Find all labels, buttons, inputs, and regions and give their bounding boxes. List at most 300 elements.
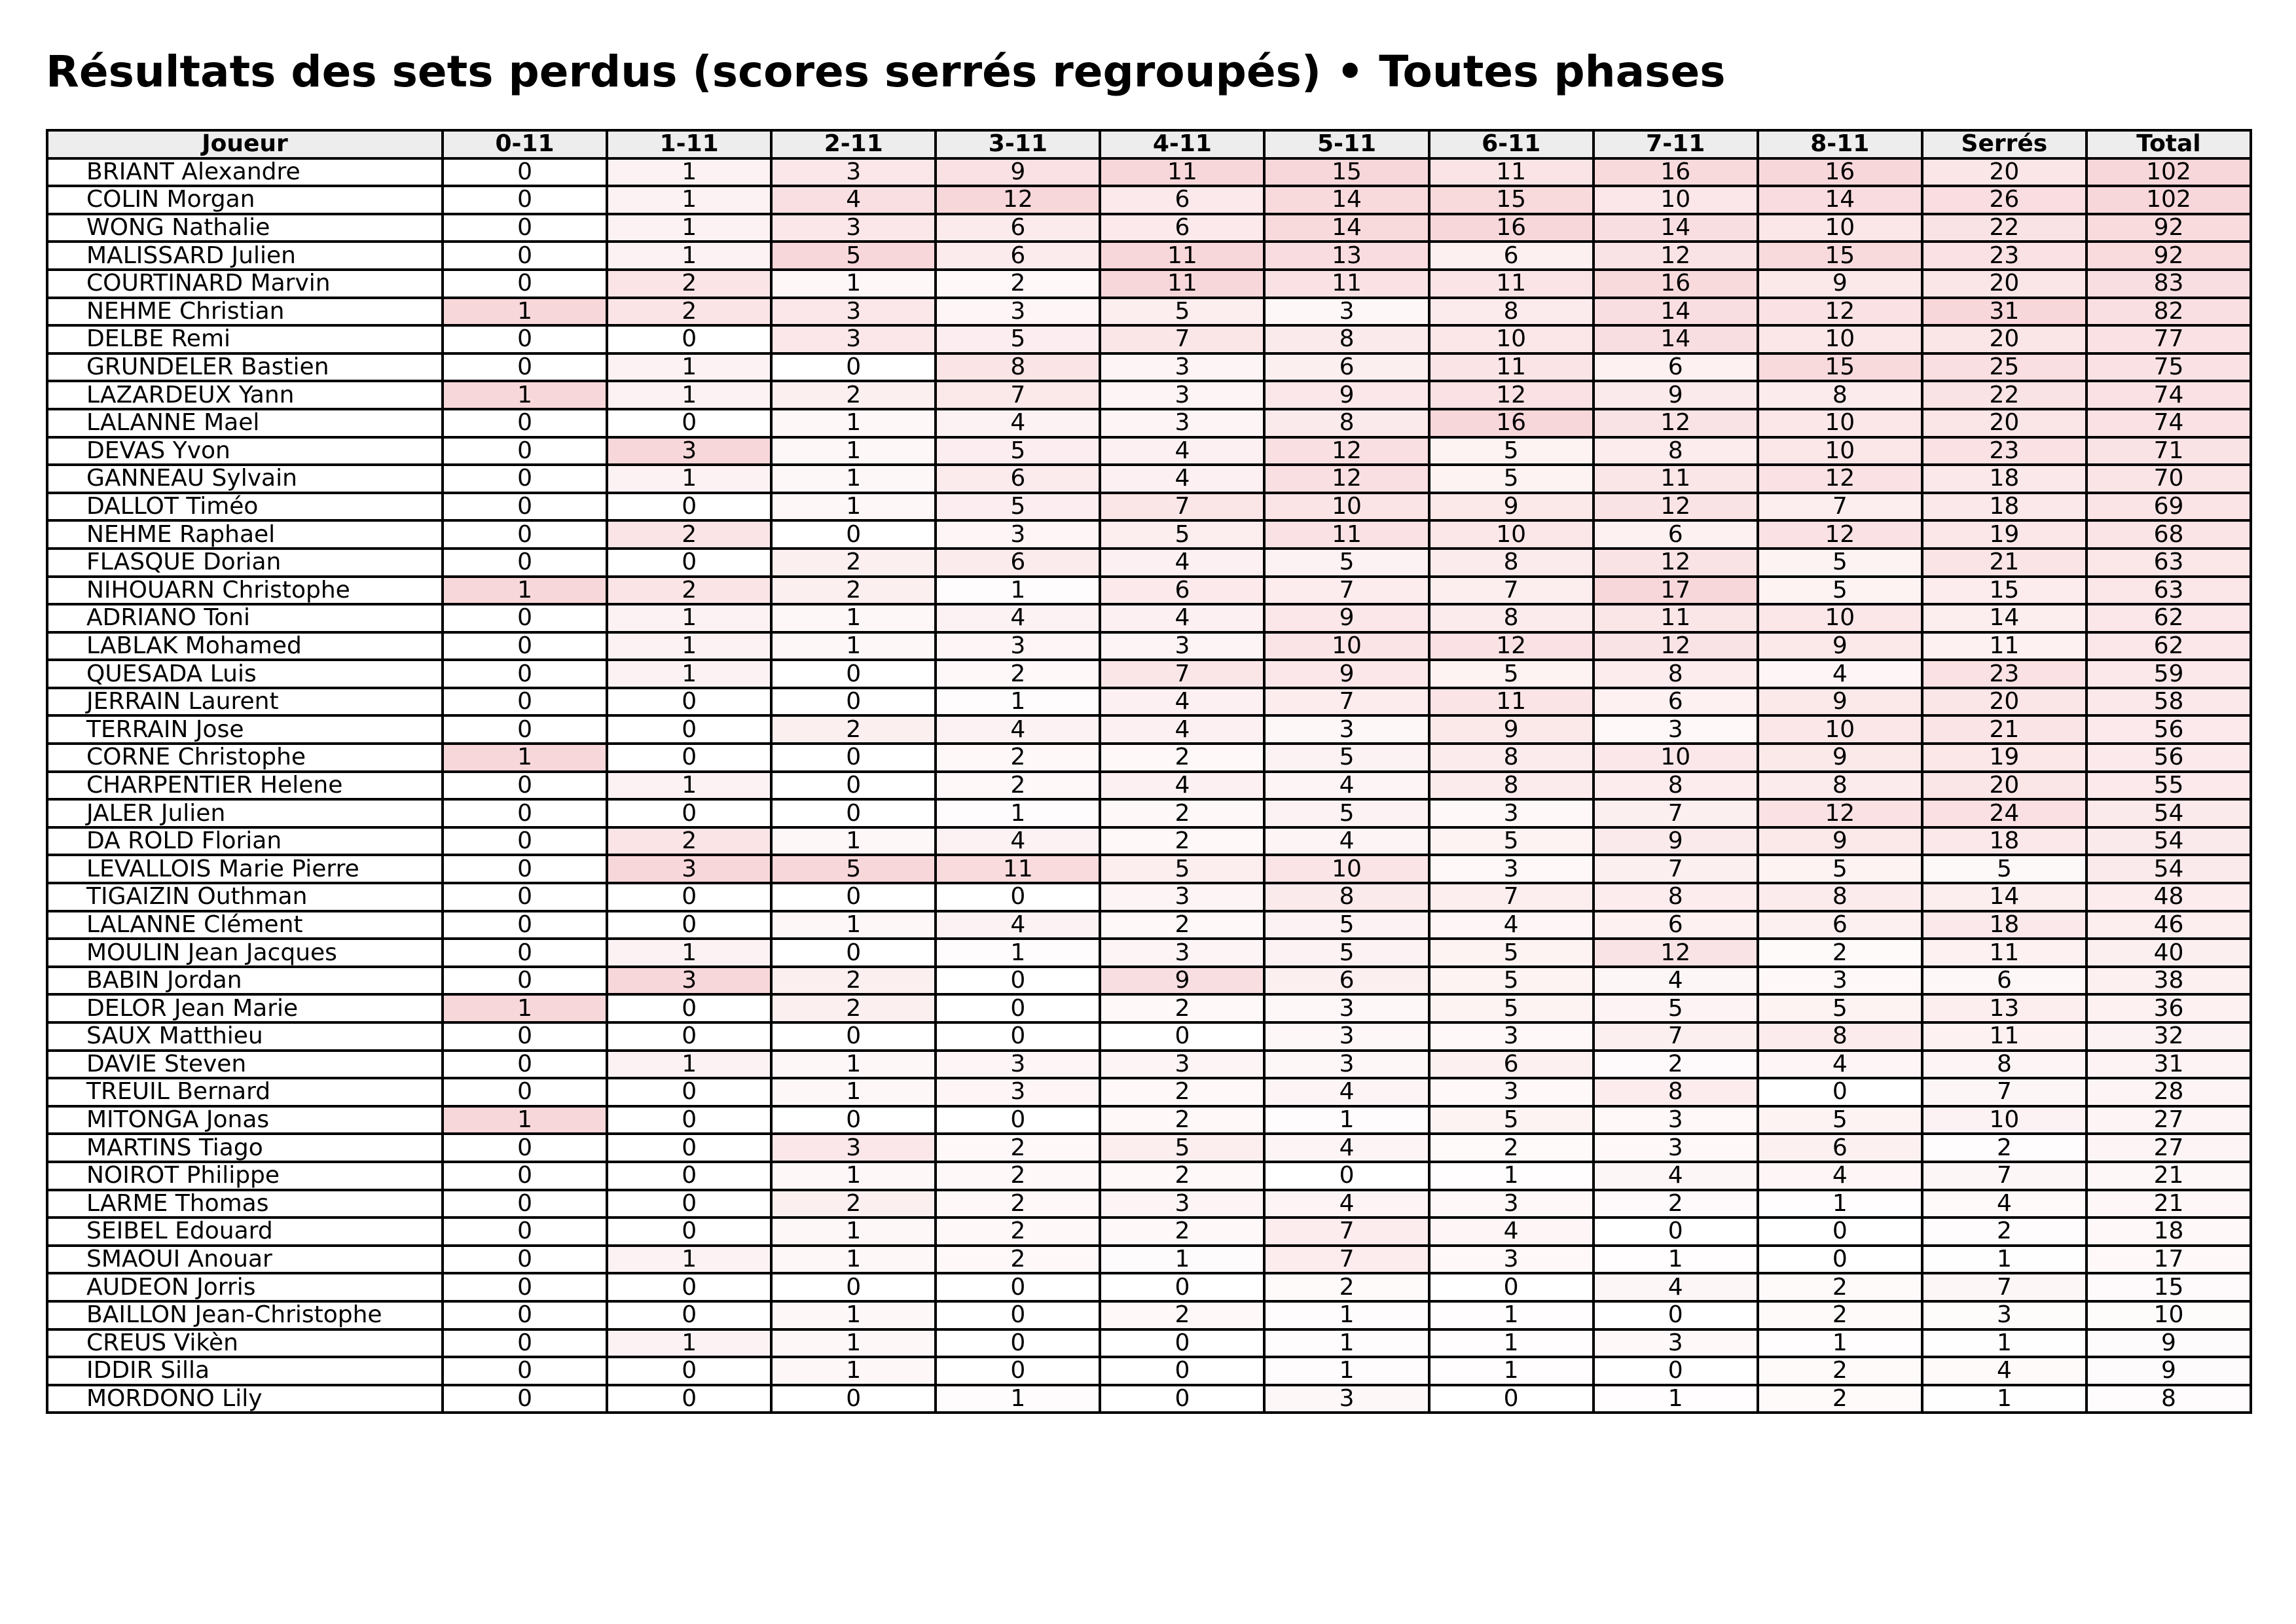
score-cell: 5 bbox=[1264, 549, 1429, 577]
score-cell: 1 bbox=[1264, 1301, 1429, 1329]
score-cell: 15 bbox=[1429, 186, 1594, 214]
score-cell: 10 bbox=[1429, 520, 1594, 549]
score-cell: 10 bbox=[1758, 214, 1922, 242]
table-row bbox=[47, 772, 2251, 800]
score-cell: 3 bbox=[771, 298, 936, 326]
score-cell: 1 bbox=[771, 1218, 936, 1246]
score-cell: 5 bbox=[1100, 1134, 1264, 1162]
score-cell: 0 bbox=[443, 409, 607, 437]
table-row bbox=[47, 827, 2251, 856]
score-cell: 6 bbox=[1429, 242, 1594, 270]
table-row bbox=[47, 715, 2251, 744]
score-cell: 0 bbox=[607, 1357, 771, 1385]
score-cell: 4 bbox=[1100, 465, 1264, 493]
score-cell: 1 bbox=[771, 911, 936, 939]
table-header bbox=[47, 130, 2251, 158]
score-cell: 2 bbox=[1758, 1273, 1922, 1301]
player-name-cell: MARTINS Tiago bbox=[47, 1134, 443, 1162]
score-cell: 10 bbox=[1758, 325, 1922, 353]
score-cell: 16 bbox=[1594, 270, 1758, 298]
score-cell: 12 bbox=[1758, 520, 1922, 549]
score-cell: 22 bbox=[1922, 381, 2086, 409]
score-cell: 75 bbox=[2086, 353, 2251, 382]
score-cell: 10 bbox=[1758, 715, 1922, 744]
score-cell: 4 bbox=[1922, 1190, 2086, 1218]
score-cell: 6 bbox=[1264, 967, 1429, 995]
score-cell: 0 bbox=[1594, 1357, 1758, 1385]
score-cell: 9 bbox=[2086, 1357, 2251, 1385]
score-cell: 3 bbox=[1100, 1190, 1264, 1218]
table-row bbox=[47, 1190, 2251, 1218]
score-cell: 3 bbox=[1594, 1106, 1758, 1134]
table-row bbox=[47, 799, 2251, 827]
score-cell: 0 bbox=[443, 1246, 607, 1274]
score-cell: 3 bbox=[1264, 994, 1429, 1022]
score-cell: 6 bbox=[1758, 1134, 1922, 1162]
score-cell: 12 bbox=[1594, 632, 1758, 660]
score-cell: 8 bbox=[1594, 883, 1758, 911]
score-cell: 12 bbox=[1594, 242, 1758, 270]
score-cell: 9 bbox=[936, 158, 1100, 187]
table-row bbox=[47, 1301, 2251, 1329]
player-name-cell: CHARPENTIER Helene bbox=[47, 772, 443, 800]
score-cell: 9 bbox=[1594, 381, 1758, 409]
score-cell: 11 bbox=[1264, 270, 1429, 298]
score-cell: 0 bbox=[936, 1106, 1100, 1134]
column-header: Serrés bbox=[1922, 130, 2086, 158]
score-cell: 8 bbox=[1429, 549, 1594, 577]
score-cell: 0 bbox=[443, 1329, 607, 1358]
score-cell: 102 bbox=[2086, 186, 2251, 214]
score-cell: 3 bbox=[936, 1051, 1100, 1079]
score-cell: 5 bbox=[1100, 855, 1264, 883]
score-cell: 0 bbox=[443, 214, 607, 242]
score-cell: 4 bbox=[1100, 772, 1264, 800]
score-cell: 23 bbox=[1922, 437, 2086, 465]
score-cell: 2 bbox=[1758, 1301, 1922, 1329]
score-cell: 7 bbox=[1758, 493, 1922, 521]
score-cell: 15 bbox=[1758, 242, 1922, 270]
score-cell: 32 bbox=[2086, 1022, 2251, 1051]
score-cell: 10 bbox=[1594, 744, 1758, 772]
score-cell: 0 bbox=[1429, 1273, 1594, 1301]
score-cell: 1 bbox=[771, 1162, 936, 1190]
score-cell: 3 bbox=[1100, 883, 1264, 911]
table-row bbox=[47, 577, 2251, 605]
score-cell: 6 bbox=[1429, 1051, 1594, 1079]
score-cell: 5 bbox=[1758, 994, 1922, 1022]
score-cell: 5 bbox=[1429, 827, 1594, 856]
score-cell: 0 bbox=[443, 1385, 607, 1413]
table-body bbox=[47, 158, 2251, 1413]
score-cell: 5 bbox=[1100, 520, 1264, 549]
score-cell: 10 bbox=[1758, 604, 1922, 632]
score-cell: 0 bbox=[607, 409, 771, 437]
score-cell: 0 bbox=[936, 1273, 1100, 1301]
score-cell: 0 bbox=[607, 1218, 771, 1246]
score-cell: 0 bbox=[771, 799, 936, 827]
score-cell: 4 bbox=[936, 827, 1100, 856]
score-cell: 11 bbox=[1429, 158, 1594, 187]
table-row bbox=[47, 967, 2251, 995]
score-cell: 3 bbox=[771, 158, 936, 187]
score-cell: 9 bbox=[1758, 688, 1922, 716]
score-cell: 0 bbox=[607, 1273, 771, 1301]
score-cell: 5 bbox=[1922, 855, 2086, 883]
score-cell: 0 bbox=[1594, 1218, 1758, 1246]
player-name-cell: MOULIN Jean Jacques bbox=[47, 939, 443, 967]
player-name-cell: BABIN Jordan bbox=[47, 967, 443, 995]
score-cell: 10 bbox=[1264, 855, 1429, 883]
score-cell: 1 bbox=[607, 381, 771, 409]
score-cell: 1 bbox=[771, 632, 936, 660]
table-row bbox=[47, 911, 2251, 939]
score-cell: 9 bbox=[1429, 715, 1594, 744]
score-cell: 5 bbox=[1758, 577, 1922, 605]
score-cell: 2 bbox=[771, 381, 936, 409]
score-cell: 1 bbox=[1429, 1357, 1594, 1385]
score-cell: 3 bbox=[1100, 1051, 1264, 1079]
score-cell: 1 bbox=[771, 437, 936, 465]
score-cell: 25 bbox=[1922, 353, 2086, 382]
score-cell: 11 bbox=[936, 855, 1100, 883]
player-name-cell: GANNEAU Sylvain bbox=[47, 465, 443, 493]
score-cell: 31 bbox=[1922, 298, 2086, 326]
score-cell: 10 bbox=[1429, 325, 1594, 353]
score-cell: 18 bbox=[1922, 827, 2086, 856]
score-cell: 6 bbox=[936, 549, 1100, 577]
score-cell: 7 bbox=[1594, 1022, 1758, 1051]
table-row bbox=[47, 1273, 2251, 1301]
score-cell: 0 bbox=[443, 688, 607, 716]
score-cell: 2 bbox=[1100, 1162, 1264, 1190]
score-cell: 8 bbox=[1429, 744, 1594, 772]
score-cell: 5 bbox=[1264, 744, 1429, 772]
player-name-cell: LABLAK Mohamed bbox=[47, 632, 443, 660]
score-cell: 2 bbox=[1758, 1385, 1922, 1413]
score-cell: 1 bbox=[443, 381, 607, 409]
score-cell: 2 bbox=[607, 270, 771, 298]
score-cell: 5 bbox=[1594, 994, 1758, 1022]
score-cell: 4 bbox=[1429, 911, 1594, 939]
score-cell: 16 bbox=[1429, 409, 1594, 437]
score-cell: 0 bbox=[607, 799, 771, 827]
score-cell: 6 bbox=[1100, 186, 1264, 214]
score-cell: 18 bbox=[1922, 465, 2086, 493]
score-cell: 2 bbox=[771, 577, 936, 605]
score-cell: 9 bbox=[1758, 632, 1922, 660]
score-cell: 11 bbox=[1429, 270, 1594, 298]
score-cell: 0 bbox=[607, 1022, 771, 1051]
score-cell: 3 bbox=[1100, 409, 1264, 437]
score-cell: 0 bbox=[771, 744, 936, 772]
score-cell: 0 bbox=[936, 1329, 1100, 1358]
score-cell: 4 bbox=[1264, 1134, 1429, 1162]
player-name-cell: CORNE Christophe bbox=[47, 744, 443, 772]
score-cell: 12 bbox=[1429, 381, 1594, 409]
score-cell: 4 bbox=[936, 911, 1100, 939]
score-cell: 5 bbox=[1264, 799, 1429, 827]
score-cell: 8 bbox=[1594, 660, 1758, 688]
score-cell: 20 bbox=[1922, 409, 2086, 437]
score-cell: 1 bbox=[607, 465, 771, 493]
score-cell: 0 bbox=[443, 465, 607, 493]
score-cell: 4 bbox=[936, 604, 1100, 632]
score-cell: 2 bbox=[1922, 1218, 2086, 1246]
score-cell: 5 bbox=[1429, 1106, 1594, 1134]
score-cell: 71 bbox=[2086, 437, 2251, 465]
score-cell: 8 bbox=[1264, 325, 1429, 353]
table-row bbox=[47, 1385, 2251, 1413]
score-cell: 0 bbox=[771, 660, 936, 688]
score-cell: 15 bbox=[1264, 158, 1429, 187]
score-cell: 0 bbox=[771, 520, 936, 549]
score-cell: 1 bbox=[936, 1385, 1100, 1413]
score-cell: 3 bbox=[607, 437, 771, 465]
score-cell: 5 bbox=[1758, 1106, 1922, 1134]
score-cell: 6 bbox=[1594, 911, 1758, 939]
score-cell: 6 bbox=[1594, 520, 1758, 549]
score-cell: 9 bbox=[1594, 827, 1758, 856]
player-name-cell: TREUIL Bernard bbox=[47, 1078, 443, 1106]
score-cell: 18 bbox=[1922, 493, 2086, 521]
score-cell: 0 bbox=[443, 772, 607, 800]
player-name-cell: CREUS Vikèn bbox=[47, 1329, 443, 1358]
score-cell: 14 bbox=[1594, 325, 1758, 353]
score-cell: 62 bbox=[2086, 604, 2251, 632]
score-cell: 2 bbox=[1100, 1301, 1264, 1329]
score-cell: 11 bbox=[1100, 242, 1264, 270]
score-cell: 3 bbox=[1594, 1134, 1758, 1162]
column-header: 8-11 bbox=[1758, 130, 1922, 158]
score-cell: 4 bbox=[1758, 1162, 1922, 1190]
score-cell: 63 bbox=[2086, 549, 2251, 577]
score-cell: 2 bbox=[936, 660, 1100, 688]
score-cell: 1 bbox=[1922, 1246, 2086, 1274]
column-header: 4-11 bbox=[1100, 130, 1264, 158]
score-cell: 5 bbox=[936, 493, 1100, 521]
score-cell: 20 bbox=[1922, 772, 2086, 800]
score-cell: 2 bbox=[1100, 994, 1264, 1022]
score-cell: 68 bbox=[2086, 520, 2251, 549]
score-cell: 0 bbox=[771, 939, 936, 967]
score-cell: 7 bbox=[1922, 1078, 2086, 1106]
score-cell: 11 bbox=[1264, 520, 1429, 549]
score-cell: 0 bbox=[936, 1301, 1100, 1329]
score-cell: 5 bbox=[1264, 939, 1429, 967]
score-cell: 0 bbox=[771, 883, 936, 911]
score-cell: 5 bbox=[771, 242, 936, 270]
table-row bbox=[47, 493, 2251, 521]
score-cell: 0 bbox=[443, 1301, 607, 1329]
score-cell: 20 bbox=[1922, 688, 2086, 716]
score-cell: 3 bbox=[1429, 1022, 1594, 1051]
score-cell: 11 bbox=[1922, 939, 2086, 967]
score-cell: 0 bbox=[936, 967, 1100, 995]
score-cell: 5 bbox=[1758, 855, 1922, 883]
score-cell: 0 bbox=[443, 1134, 607, 1162]
column-header: 7-11 bbox=[1594, 130, 1758, 158]
table-row bbox=[47, 1051, 2251, 1079]
score-cell: 8 bbox=[1429, 298, 1594, 326]
score-cell: 8 bbox=[1429, 772, 1594, 800]
score-cell: 3 bbox=[1429, 1246, 1594, 1274]
score-cell: 12 bbox=[1594, 939, 1758, 967]
score-cell: 58 bbox=[2086, 688, 2251, 716]
score-cell: 3 bbox=[1264, 298, 1429, 326]
table-row bbox=[47, 660, 2251, 688]
score-cell: 4 bbox=[1100, 437, 1264, 465]
score-cell: 1 bbox=[936, 799, 1100, 827]
player-name-cell: LALANNE Mael bbox=[47, 409, 443, 437]
score-cell: 11 bbox=[1922, 1022, 2086, 1051]
player-name-cell: COURTINARD Marvin bbox=[47, 270, 443, 298]
score-cell: 0 bbox=[443, 1190, 607, 1218]
score-cell: 5 bbox=[936, 325, 1100, 353]
score-cell: 4 bbox=[1922, 1357, 2086, 1385]
score-cell: 19 bbox=[1922, 520, 2086, 549]
score-cell: 1 bbox=[771, 270, 936, 298]
score-cell: 0 bbox=[443, 1162, 607, 1190]
score-cell: 0 bbox=[607, 1162, 771, 1190]
score-cell: 1 bbox=[1429, 1301, 1594, 1329]
score-cell: 0 bbox=[443, 660, 607, 688]
score-cell: 4 bbox=[1100, 549, 1264, 577]
results-table bbox=[46, 129, 2252, 1414]
score-cell: 0 bbox=[936, 1022, 1100, 1051]
score-cell: 5 bbox=[1429, 994, 1594, 1022]
score-cell: 1 bbox=[771, 1051, 936, 1079]
score-cell: 3 bbox=[771, 1134, 936, 1162]
score-cell: 7 bbox=[1922, 1273, 2086, 1301]
score-cell: 8 bbox=[1594, 772, 1758, 800]
score-cell: 8 bbox=[936, 353, 1100, 382]
score-cell: 3 bbox=[936, 1078, 1100, 1106]
score-cell: 11 bbox=[1100, 158, 1264, 187]
player-name-cell: LEVALLOIS Marie Pierre bbox=[47, 855, 443, 883]
score-cell: 0 bbox=[607, 549, 771, 577]
score-cell: 3 bbox=[1264, 1385, 1429, 1413]
score-cell: 17 bbox=[2086, 1246, 2251, 1274]
score-cell: 12 bbox=[1758, 298, 1922, 326]
score-cell: 0 bbox=[607, 715, 771, 744]
score-cell: 1 bbox=[1264, 1357, 1429, 1385]
score-cell: 0 bbox=[443, 604, 607, 632]
score-cell: 6 bbox=[936, 214, 1100, 242]
score-cell: 6 bbox=[1100, 214, 1264, 242]
score-cell: 0 bbox=[1100, 1329, 1264, 1358]
column-header: Joueur bbox=[47, 130, 443, 158]
score-cell: 2 bbox=[936, 1218, 1100, 1246]
score-cell: 3 bbox=[1100, 381, 1264, 409]
score-cell: 27 bbox=[2086, 1134, 2251, 1162]
page-title: Résultats des sets perdus (scores serrés regroupés) • Toutes phases bbox=[46, 46, 1726, 97]
score-cell: 3 bbox=[1429, 1078, 1594, 1106]
score-cell: 15 bbox=[1758, 353, 1922, 382]
score-cell: 4 bbox=[1264, 1078, 1429, 1106]
player-name-cell: ADRIANO Toni bbox=[47, 604, 443, 632]
score-cell: 3 bbox=[607, 855, 771, 883]
score-cell: 0 bbox=[443, 353, 607, 382]
score-cell: 6 bbox=[1758, 911, 1922, 939]
player-name-cell: LALANNE Clément bbox=[47, 911, 443, 939]
score-cell: 9 bbox=[1264, 381, 1429, 409]
player-name-cell: NIHOUARN Christophe bbox=[47, 577, 443, 605]
score-cell: 28 bbox=[2086, 1078, 2251, 1106]
score-cell: 54 bbox=[2086, 855, 2251, 883]
score-cell: 12 bbox=[1594, 493, 1758, 521]
score-cell: 1 bbox=[607, 660, 771, 688]
score-cell: 63 bbox=[2086, 577, 2251, 605]
score-cell: 0 bbox=[443, 1051, 607, 1079]
score-cell: 7 bbox=[1429, 883, 1594, 911]
player-name-cell: AUDEON Jorris bbox=[47, 1273, 443, 1301]
table-row bbox=[47, 939, 2251, 967]
score-cell: 2 bbox=[1100, 1218, 1264, 1246]
score-cell: 10 bbox=[1594, 186, 1758, 214]
score-cell: 7 bbox=[1100, 325, 1264, 353]
table-row bbox=[47, 270, 2251, 298]
score-cell: 0 bbox=[1758, 1078, 1922, 1106]
table-row bbox=[47, 1106, 2251, 1134]
score-cell: 17 bbox=[1594, 577, 1758, 605]
score-cell: 4 bbox=[1264, 772, 1429, 800]
column-header: 2-11 bbox=[771, 130, 936, 158]
score-cell: 83 bbox=[2086, 270, 2251, 298]
score-cell: 0 bbox=[607, 1134, 771, 1162]
header-row bbox=[47, 130, 2251, 158]
score-cell: 0 bbox=[936, 1357, 1100, 1385]
score-cell: 3 bbox=[1429, 799, 1594, 827]
score-cell: 7 bbox=[1100, 493, 1264, 521]
score-cell: 0 bbox=[771, 772, 936, 800]
score-cell: 12 bbox=[1594, 409, 1758, 437]
score-cell: 12 bbox=[1594, 549, 1758, 577]
score-cell: 9 bbox=[2086, 1329, 2251, 1358]
score-cell: 12 bbox=[936, 186, 1100, 214]
score-cell: 8 bbox=[1264, 409, 1429, 437]
score-cell: 1 bbox=[607, 1246, 771, 1274]
score-cell: 12 bbox=[1758, 465, 1922, 493]
score-cell: 9 bbox=[1429, 493, 1594, 521]
score-cell: 23 bbox=[1922, 660, 2086, 688]
score-cell: 1 bbox=[607, 186, 771, 214]
score-cell: 4 bbox=[936, 409, 1100, 437]
column-header: 3-11 bbox=[936, 130, 1100, 158]
score-cell: 102 bbox=[2086, 158, 2251, 187]
score-cell: 3 bbox=[1429, 1190, 1594, 1218]
player-name-cell: JALER Julien bbox=[47, 799, 443, 827]
score-cell: 0 bbox=[1429, 1385, 1594, 1413]
score-cell: 77 bbox=[2086, 325, 2251, 353]
player-name-cell: JERRAIN Laurent bbox=[47, 688, 443, 716]
score-cell: 16 bbox=[1758, 158, 1922, 187]
score-cell: 27 bbox=[2086, 1106, 2251, 1134]
score-cell: 6 bbox=[1264, 353, 1429, 382]
score-cell: 3 bbox=[1264, 715, 1429, 744]
score-cell: 3 bbox=[1594, 715, 1758, 744]
score-cell: 1 bbox=[607, 772, 771, 800]
table-row bbox=[47, 186, 2251, 214]
score-cell: 3 bbox=[1429, 855, 1594, 883]
score-cell: 1 bbox=[771, 465, 936, 493]
score-cell: 2 bbox=[936, 1134, 1100, 1162]
score-cell: 1 bbox=[1594, 1246, 1758, 1274]
score-cell: 2 bbox=[1100, 1078, 1264, 1106]
score-cell: 5 bbox=[1429, 967, 1594, 995]
column-header: 1-11 bbox=[607, 130, 771, 158]
score-cell: 18 bbox=[2086, 1218, 2251, 1246]
